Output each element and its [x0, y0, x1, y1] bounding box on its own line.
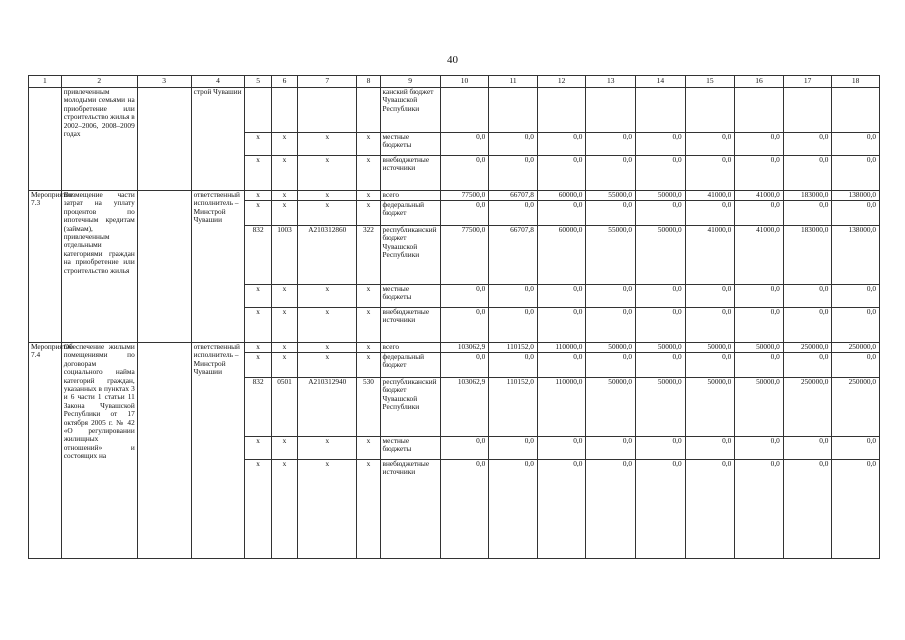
value-cell: 0,0 [586, 353, 636, 378]
code-cell-c5: x [245, 285, 271, 308]
funding-source: всего [380, 191, 440, 201]
measure-executor: строй Чувашии [191, 88, 245, 191]
code-cell-c7: А210312860 [298, 226, 357, 285]
value-cell: 250000,0 [783, 343, 832, 353]
value-cell: 66707,8 [489, 191, 538, 201]
code-cell-c7: x [298, 133, 357, 156]
budget-table [28, 75, 880, 559]
value-cell [489, 88, 538, 133]
code-cell-c6: 0501 [271, 378, 297, 437]
measure-col-3 [137, 191, 191, 343]
column-number-12: 12 [537, 76, 586, 88]
value-cell: 0,0 [586, 460, 636, 559]
funding-source: внебюджетные источники [380, 308, 440, 343]
code-cell-c5: x [245, 191, 271, 201]
value-cell: 41000,0 [685, 226, 735, 285]
column-number-9: 9 [380, 76, 440, 88]
funding-source: республиканский бюджет Чувашской Республики [380, 226, 440, 285]
code-cell-c6: x [271, 191, 297, 201]
value-cell: 250000,0 [832, 343, 880, 353]
value-cell [537, 88, 586, 133]
code-cell-c5: x [245, 201, 271, 226]
code-cell-c7: x [298, 343, 357, 353]
value-cell [735, 88, 784, 133]
value-cell: 0,0 [685, 201, 735, 226]
value-cell: 0,0 [636, 308, 686, 343]
value-cell: 0,0 [735, 308, 784, 343]
value-cell: 103062,9 [440, 343, 489, 353]
funding-source: канский бюджет Чувашской Республики [380, 88, 440, 133]
column-number-15: 15 [685, 76, 735, 88]
value-cell [783, 88, 832, 133]
column-number-16: 16 [735, 76, 784, 88]
value-cell: 0,0 [685, 285, 735, 308]
column-number-13: 13 [586, 76, 636, 88]
value-cell [685, 88, 735, 133]
value-cell: 50000,0 [735, 343, 784, 353]
code-cell-c5: x [245, 308, 271, 343]
value-cell: 110000,0 [537, 343, 586, 353]
value-cell: 0,0 [832, 353, 880, 378]
value-cell: 0,0 [537, 460, 586, 559]
value-cell: 0,0 [685, 156, 735, 191]
value-cell: 77500,0 [440, 191, 489, 201]
value-cell: 41000,0 [735, 191, 784, 201]
code-cell-c7: x [298, 201, 357, 226]
measure-id: Мероприятие 7.4 [29, 343, 62, 559]
measure-id [29, 88, 62, 191]
value-cell: 0,0 [537, 201, 586, 226]
value-cell: 0,0 [783, 308, 832, 343]
value-cell: 55000,0 [586, 191, 636, 201]
column-number-4: 4 [191, 76, 245, 88]
value-cell: 0,0 [489, 201, 538, 226]
value-cell [832, 88, 880, 133]
funding-source: местные бюджеты [380, 437, 440, 460]
value-cell: 0,0 [636, 353, 686, 378]
value-cell: 50000,0 [636, 191, 686, 201]
column-number-3: 3 [137, 76, 191, 88]
value-cell: 0,0 [735, 353, 784, 378]
value-cell: 0,0 [489, 353, 538, 378]
code-cell-c5: x [245, 156, 271, 191]
value-cell: 0,0 [636, 285, 686, 308]
value-cell: 0,0 [832, 308, 880, 343]
column-number-2: 2 [61, 76, 137, 88]
code-cell-c8: x [357, 201, 380, 226]
value-cell: 0,0 [685, 308, 735, 343]
column-number-6: 6 [271, 76, 297, 88]
value-cell: 0,0 [783, 285, 832, 308]
table-body [29, 76, 880, 559]
value-cell: 0,0 [735, 156, 784, 191]
column-number-7: 7 [298, 76, 357, 88]
value-cell: 0,0 [636, 437, 686, 460]
value-cell: 0,0 [783, 460, 832, 559]
table-row [29, 343, 880, 353]
code-cell-c6: x [271, 285, 297, 308]
value-cell: 110000,0 [537, 378, 586, 437]
value-cell: 0,0 [440, 308, 489, 343]
value-cell: 0,0 [537, 285, 586, 308]
value-cell: 0,0 [735, 133, 784, 156]
value-cell: 0,0 [832, 156, 880, 191]
value-cell: 0,0 [586, 133, 636, 156]
value-cell: 50000,0 [735, 378, 784, 437]
value-cell: 0,0 [586, 308, 636, 343]
code-cell-c5: x [245, 460, 271, 559]
code-cell-c8: x [357, 308, 380, 343]
code-cell-c5: 832 [245, 226, 271, 285]
value-cell: 41000,0 [735, 226, 784, 285]
value-cell: 55000,0 [586, 226, 636, 285]
value-cell: 0,0 [832, 285, 880, 308]
code-cell-c6: x [271, 437, 297, 460]
value-cell: 0,0 [735, 285, 784, 308]
measure-executor: ответственный исполнитель – Минстрой Чувашии [191, 191, 245, 343]
funding-source: местные бюджеты [380, 133, 440, 156]
value-cell: 50000,0 [586, 378, 636, 437]
table-row [29, 191, 880, 201]
value-cell: 0,0 [440, 353, 489, 378]
column-number-17: 17 [783, 76, 832, 88]
value-cell: 0,0 [586, 285, 636, 308]
code-cell-c8: 530 [357, 378, 380, 437]
code-cell-c8: x [357, 437, 380, 460]
value-cell: 66707,8 [489, 226, 538, 285]
value-cell: 0,0 [440, 201, 489, 226]
value-cell: 0,0 [735, 437, 784, 460]
value-cell: 77500,0 [440, 226, 489, 285]
value-cell: 183000,0 [783, 226, 832, 285]
value-cell [586, 88, 636, 133]
value-cell: 0,0 [489, 285, 538, 308]
value-cell: 0,0 [489, 460, 538, 559]
value-cell: 0,0 [685, 460, 735, 559]
value-cell: 103062,9 [440, 378, 489, 437]
value-cell: 0,0 [832, 437, 880, 460]
value-cell: 0,0 [636, 201, 686, 226]
code-cell-c5: x [245, 353, 271, 378]
code-cell-c7: x [298, 285, 357, 308]
value-cell: 0,0 [685, 133, 735, 156]
value-cell: 0,0 [537, 437, 586, 460]
code-cell-c5: x [245, 343, 271, 353]
value-cell: 0,0 [537, 308, 586, 343]
value-cell: 0,0 [537, 133, 586, 156]
value-cell: 0,0 [440, 285, 489, 308]
column-number-1: 1 [29, 76, 62, 88]
value-cell: 41000,0 [685, 191, 735, 201]
code-cell-c5 [245, 88, 271, 133]
value-cell: 60000,0 [537, 191, 586, 201]
value-cell: 0,0 [735, 460, 784, 559]
code-cell-c8 [357, 88, 380, 133]
code-cell-c6: 1003 [271, 226, 297, 285]
code-cell-c7: x [298, 353, 357, 378]
funding-source: республиканский бюджет Чувашской Республики [380, 378, 440, 437]
measure-description: Обеспечение жилыми помещениями по договорам социального найма категорий граждан, указанных в пунктах 3 и 6 части 1 статьи 11 Закона Чувашской Республики от 17 октября 2005 г. № 42 «О регулировании жилищных отношений» и состоящих на [61, 343, 137, 559]
value-cell: 0,0 [489, 156, 538, 191]
value-cell: 0,0 [586, 201, 636, 226]
code-cell-c6: x [271, 343, 297, 353]
code-cell-c6 [271, 88, 297, 133]
funding-source: внебюджетные источники [380, 460, 440, 559]
code-cell-c6: x [271, 308, 297, 343]
value-cell: 0,0 [636, 133, 686, 156]
code-cell-c8: x [357, 156, 380, 191]
measure-id: Мероприятие 7.3 [29, 191, 62, 343]
value-cell: 0,0 [489, 308, 538, 343]
header-row [29, 76, 880, 88]
value-cell: 0,0 [735, 201, 784, 226]
code-cell-c8: 322 [357, 226, 380, 285]
code-cell-c5: 832 [245, 378, 271, 437]
value-cell: 0,0 [832, 460, 880, 559]
value-cell: 0,0 [783, 133, 832, 156]
value-cell: 0,0 [440, 156, 489, 191]
value-cell: 0,0 [586, 437, 636, 460]
code-cell-c7: x [298, 191, 357, 201]
funding-source: местные бюджеты [380, 285, 440, 308]
funding-source: внебюджетные источники [380, 156, 440, 191]
funding-source: федеральный бюджет [380, 201, 440, 226]
measure-description: Возмещение части затрат на уплату процентов по ипотечным кредитам (займам), привлеченным отдельными категориями граждан на приобретение или строительство жилья [61, 191, 137, 343]
column-number-8: 8 [357, 76, 380, 88]
code-cell-c8: x [357, 133, 380, 156]
column-number-10: 10 [440, 76, 489, 88]
value-cell: 0,0 [783, 353, 832, 378]
value-cell: 138000,0 [832, 226, 880, 285]
value-cell: 250000,0 [832, 378, 880, 437]
column-number-14: 14 [636, 76, 686, 88]
code-cell-c6: x [271, 353, 297, 378]
code-cell-c7: А210312940 [298, 378, 357, 437]
value-cell: 0,0 [636, 460, 686, 559]
code-cell-c7: x [298, 460, 357, 559]
value-cell: 0,0 [586, 156, 636, 191]
value-cell: 0,0 [636, 156, 686, 191]
value-cell: 50000,0 [685, 378, 735, 437]
page-number: 40 [447, 54, 458, 66]
value-cell [440, 88, 489, 133]
code-cell-c8: x [357, 285, 380, 308]
funding-source: всего [380, 343, 440, 353]
value-cell: 0,0 [685, 353, 735, 378]
code-cell-c6: x [271, 460, 297, 559]
value-cell: 50000,0 [636, 378, 686, 437]
code-cell-c8: x [357, 343, 380, 353]
value-cell: 0,0 [440, 133, 489, 156]
code-cell-c5: x [245, 133, 271, 156]
code-cell-c8: x [357, 460, 380, 559]
value-cell: 0,0 [489, 437, 538, 460]
value-cell: 50000,0 [586, 343, 636, 353]
code-cell-c7: x [298, 156, 357, 191]
table-row [29, 88, 880, 133]
value-cell: 50000,0 [685, 343, 735, 353]
measure-col-3 [137, 343, 191, 559]
measure-description: привлеченным молодыми семьями на приобретение или строительство жилья в 2002–2006, 2008–2009 годах [61, 88, 137, 191]
code-cell-c5: x [245, 437, 271, 460]
value-cell: 0,0 [783, 437, 832, 460]
column-number-11: 11 [489, 76, 538, 88]
measure-executor: ответственный исполнитель – Минстрой Чувашии [191, 343, 245, 559]
value-cell [636, 88, 686, 133]
value-cell: 0,0 [832, 133, 880, 156]
value-cell: 250000,0 [783, 378, 832, 437]
code-cell-c7 [298, 88, 357, 133]
column-number-18: 18 [832, 76, 880, 88]
funding-source: федеральный бюджет [380, 353, 440, 378]
code-cell-c6: x [271, 133, 297, 156]
value-cell: 0,0 [440, 460, 489, 559]
value-cell: 0,0 [489, 133, 538, 156]
value-cell: 60000,0 [537, 226, 586, 285]
code-cell-c7: x [298, 437, 357, 460]
value-cell: 138000,0 [832, 191, 880, 201]
value-cell: 0,0 [537, 353, 586, 378]
value-cell: 0,0 [685, 437, 735, 460]
code-cell-c6: x [271, 156, 297, 191]
code-cell-c8: x [357, 353, 380, 378]
code-cell-c7: x [298, 308, 357, 343]
value-cell: 0,0 [783, 201, 832, 226]
value-cell: 0,0 [537, 156, 586, 191]
column-number-5: 5 [245, 76, 271, 88]
value-cell: 183000,0 [783, 191, 832, 201]
value-cell: 50000,0 [636, 226, 686, 285]
value-cell: 0,0 [440, 437, 489, 460]
value-cell: 0,0 [783, 156, 832, 191]
value-cell: 110152,0 [489, 343, 538, 353]
measure-col-3 [137, 88, 191, 191]
value-cell: 110152,0 [489, 378, 538, 437]
value-cell: 50000,0 [636, 343, 686, 353]
code-cell-c6: x [271, 201, 297, 226]
code-cell-c8: x [357, 191, 380, 201]
value-cell: 0,0 [832, 201, 880, 226]
